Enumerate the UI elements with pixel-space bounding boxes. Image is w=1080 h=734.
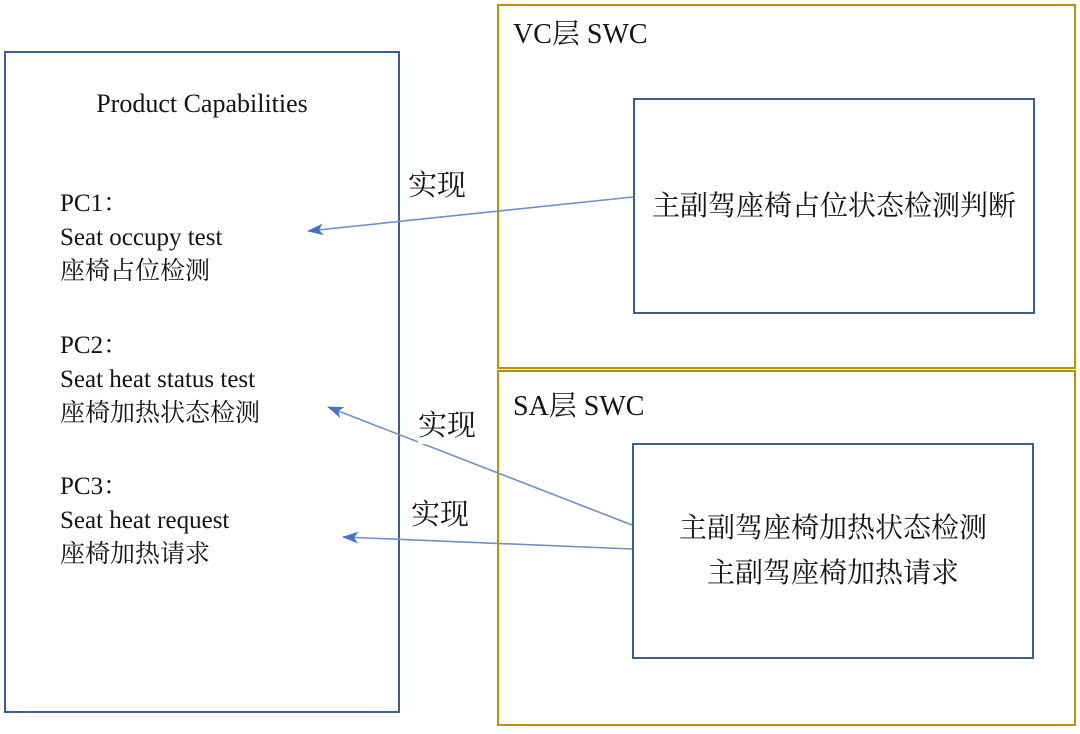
pc2-english-label: Seat heat status test bbox=[60, 366, 256, 393]
pc1-item bbox=[60, 187, 222, 289]
product-capabilities-title: Product Capabilities bbox=[96, 89, 308, 118]
sa-component-line1: 主副驾座椅加热状态检测 bbox=[678, 513, 987, 544]
vc-swc-panel bbox=[497, 4, 1076, 369]
product-capabilities-box bbox=[4, 51, 400, 713]
pc1-chinese-label: 座椅占位检测 bbox=[60, 258, 211, 285]
sa-swc-panel bbox=[497, 370, 1076, 726]
realize-label-pc2: 实现 bbox=[418, 403, 476, 444]
realize-label-pc3: 实现 bbox=[411, 492, 469, 533]
pc2-chinese-label: 座椅加热状态检测 bbox=[60, 400, 261, 427]
pc2-item bbox=[60, 329, 260, 431]
realize-label-pc1: 实现 bbox=[408, 163, 466, 204]
vc-swc-title: VC层 SWC bbox=[513, 19, 648, 50]
vc-component-box bbox=[633, 98, 1035, 314]
sa-component-box bbox=[632, 443, 1034, 659]
pc3-item bbox=[60, 470, 229, 572]
pc1-english-label: Seat occupy test bbox=[60, 224, 223, 251]
vc-component-label: 主副驾座椅占位状态检测判断 bbox=[651, 190, 1016, 222]
pc1-id: PC1： bbox=[60, 190, 129, 217]
pc3-id: PC3： bbox=[60, 473, 129, 500]
sa-swc-title: SA层 SWC bbox=[513, 391, 645, 422]
pc3-chinese-label: 座椅加热请求 bbox=[60, 541, 211, 568]
pc3-english-label: Seat heat request bbox=[60, 507, 230, 534]
pc2-id: PC2： bbox=[60, 332, 129, 359]
sa-component-line2: 主副驾座椅加热请求 bbox=[706, 558, 959, 589]
